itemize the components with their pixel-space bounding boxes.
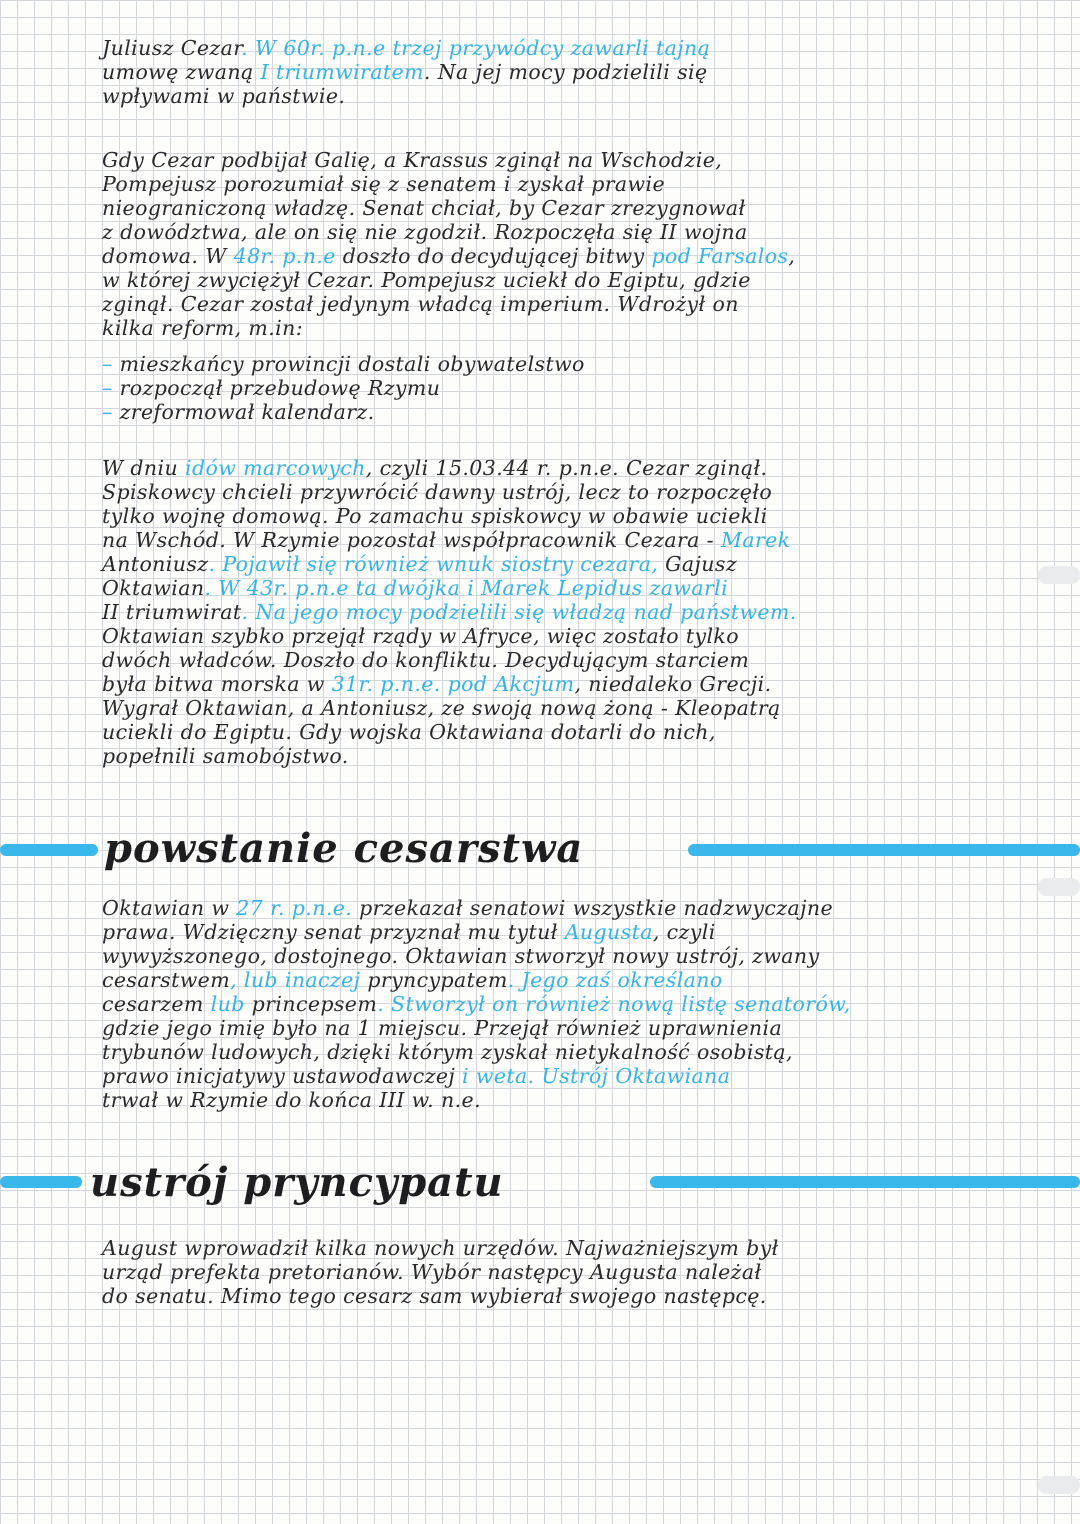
text-line <box>102 60 952 84</box>
text-line <box>102 244 952 268</box>
list-item-text: zreformował kalendarz. <box>119 400 375 424</box>
highlighted-term: , lub inaczej <box>230 968 368 992</box>
text-line: August wprowadził kilka nowych urzędów. Najważniejszym był <box>102 1236 779 1260</box>
paragraph-augustus <box>102 896 952 1112</box>
highlighted-term: Marek <box>720 528 791 552</box>
text-line: tylko wojnę domową. Po zamachu spiskowcy w obawie uciekli <box>102 504 768 528</box>
text-segment: Oktawian w <box>102 896 237 920</box>
text-line: Wygrał Oktawian, a Antoniusz, ze swoją nową żoną - Kleopatrą <box>102 696 781 720</box>
text-segment: Antoniusz <box>102 552 209 576</box>
text-segment: cesarzem <box>102 992 204 1016</box>
text-line: Pompejusz porozumiał się z senatem i zyskał prawie <box>102 172 665 196</box>
text-segment: II triumwirat <box>102 600 242 624</box>
text-line <box>102 992 952 1016</box>
highlighted-term: 48r. p.n.e <box>233 244 336 268</box>
text-line: zginął. Cezar został jedynym władcą imperium. Wdrożył on <box>102 292 739 316</box>
text-segment: doszło do decydującej bitwy <box>335 244 652 268</box>
highlighter-stroke <box>688 844 1080 856</box>
text-line <box>102 920 952 944</box>
highlighted-term: Augusta <box>564 920 653 944</box>
highlighter-stroke <box>650 1176 1080 1188</box>
text-line: dwóch władców. Doszło do konfliktu. Decydującym starciem <box>102 648 750 672</box>
text-segment: , czyli 15.03.44 r. p.n.e. Cezar zginął. <box>365 456 768 480</box>
highlighted-term: 31r. p.n.e. pod Akcjum <box>331 672 575 696</box>
text-line: z dowództwa, ale on się nie zgodził. Rozpoczęła się II wojna <box>102 220 748 244</box>
text-segment: Gajusz <box>665 552 738 576</box>
binder-hole <box>1038 1476 1080 1494</box>
text-line <box>102 528 952 552</box>
text-line <box>102 576 952 600</box>
text-line <box>102 456 952 480</box>
heading-ustroj-pryncypatu: ustrój pryncypatu <box>90 1159 504 1206</box>
paragraph-offices <box>102 1236 952 1308</box>
text-line <box>102 896 952 920</box>
text-segment: , <box>788 244 796 268</box>
highlighter-stroke <box>0 1176 82 1188</box>
text-line: popełnili samobójstwo. <box>102 744 349 768</box>
text-segment: , niedaleko Grecji. <box>574 672 772 696</box>
text-segment: pryncypatem <box>367 968 508 992</box>
list-item-text: rozpoczął przebudowę Rzymu <box>119 376 441 400</box>
text-line <box>102 672 952 696</box>
text-segment: na Wschód. W Rzymie pozostał współpracownik Cezara - <box>102 528 721 552</box>
text-segment: W dniu <box>102 456 185 480</box>
text-segment: przekazał senatowi wszystkie nadzwyczajne <box>352 896 833 920</box>
section-header-empire <box>0 820 1080 880</box>
text-segment: była bitwa morska w <box>102 672 332 696</box>
section-header-principate <box>0 1160 1080 1220</box>
text-line <box>102 1064 952 1088</box>
text-segment: . Na jej mocy podzielili się <box>423 60 708 84</box>
text-line: kilka reform, m.in: <box>102 316 304 340</box>
highlighted-term: lub <box>203 992 252 1016</box>
text-segment: Juliusz Cezar <box>102 36 242 60</box>
text-line: Gdy Cezar podbijał Galię, a Krassus zginął na Wschodzie, <box>102 148 723 172</box>
text-segment: princepsem <box>251 992 378 1016</box>
highlighted-term: i weta. Ustrój Oktawiana <box>455 1064 731 1088</box>
highlighted-term: idów marcowych <box>185 456 366 480</box>
text-line: wpływami w państwie. <box>102 84 346 108</box>
highlighted-term: . W 43r. p.n.e ta dwójka i Marek Lepidus zawarli <box>204 576 729 600</box>
dash-bullet-icon: – <box>102 400 120 424</box>
list-item <box>102 376 952 400</box>
text-line: urząd prefekta pretorianów. Wybór następcy Augusta należał <box>102 1260 762 1284</box>
binder-hole <box>1038 878 1080 896</box>
text-segment: Oktawian <box>102 576 205 600</box>
dash-bullet-icon: – <box>102 352 120 376</box>
text-segment: , czyli <box>652 920 716 944</box>
list-item <box>102 352 952 376</box>
text-line: w której zwyciężył Cezar. Pompejusz uciekł do Egiptu, gdzie <box>102 268 751 292</box>
paragraph-civil-war <box>102 148 952 340</box>
highlighted-term: . W 60r. p.n.e trzej przywódcy zawarli tajną <box>241 36 711 60</box>
text-segment: cesarstwem <box>102 968 231 992</box>
text-segment: umowę zwaną <box>102 60 261 84</box>
list-item-text: mieszkańcy prowincji dostali obywatelstwo <box>119 352 585 376</box>
text-line: trybunów ludowych, dzięki którym zyskał nietykalność osobistą, <box>102 1040 793 1064</box>
paragraph-ides-of-march <box>102 456 952 768</box>
highlighter-stroke <box>0 844 98 856</box>
text-line: uciekli do Egiptu. Gdy wojska Oktawiana dotarli do nich, <box>102 720 716 744</box>
highlighted-term: pod Farsalos <box>651 244 789 268</box>
highlighted-term: . Pojawił się również wnuk siostry cezara, <box>208 552 666 576</box>
text-line <box>102 552 952 576</box>
text-line: wywyższonego, dostojnego. Oktawian stworzył nowy ustrój, zwany <box>102 944 820 968</box>
highlighted-term: . Na jego mocy podzielili się władzą nad państwem. <box>241 600 797 624</box>
text-line: nieograniczoną władzę. Senat chciał, by Cezar zrezygnował <box>102 196 746 220</box>
text-segment: prawo inicjatywy ustawodawczej <box>102 1064 456 1088</box>
text-line: trwał w Rzymie do końca III w. n.e. <box>102 1088 481 1112</box>
text-segment: prawa. Wdzięczny senat przyznał mu tytuł <box>102 920 565 944</box>
text-line: Spiskowcy chcieli przywrócić dawny ustrój, lecz to rozpoczęło <box>102 480 773 504</box>
text-line <box>102 36 952 60</box>
text-line <box>102 600 952 624</box>
heading-powstanie-cesarstwa: powstanie cesarstwa <box>104 825 584 872</box>
highlighted-term: I triumwiratem <box>260 60 424 84</box>
highlighted-term: 27 r. p.n.e. <box>236 896 353 920</box>
text-segment: domowa. W <box>102 244 234 268</box>
text-line: Oktawian szybko przejął rządy w Afryce, więc zostało tylko <box>102 624 739 648</box>
text-line: do senatu. Mimo tego cesarz sam wybierał swojego następcę. <box>102 1284 767 1308</box>
highlighted-term: . Stworzył on również nową listę senatorów, <box>377 992 851 1016</box>
reform-list <box>102 352 952 424</box>
binder-hole <box>1038 566 1080 584</box>
dash-bullet-icon: – <box>102 376 120 400</box>
text-line <box>102 968 952 992</box>
text-line: gdzie jego imię było na 1 miejscu. Przejął również uprawnienia <box>102 1016 783 1040</box>
highlighted-term: . Jego zaś określano <box>507 968 723 992</box>
list-item <box>102 400 952 424</box>
paragraph-first-triumvirate <box>102 36 952 108</box>
